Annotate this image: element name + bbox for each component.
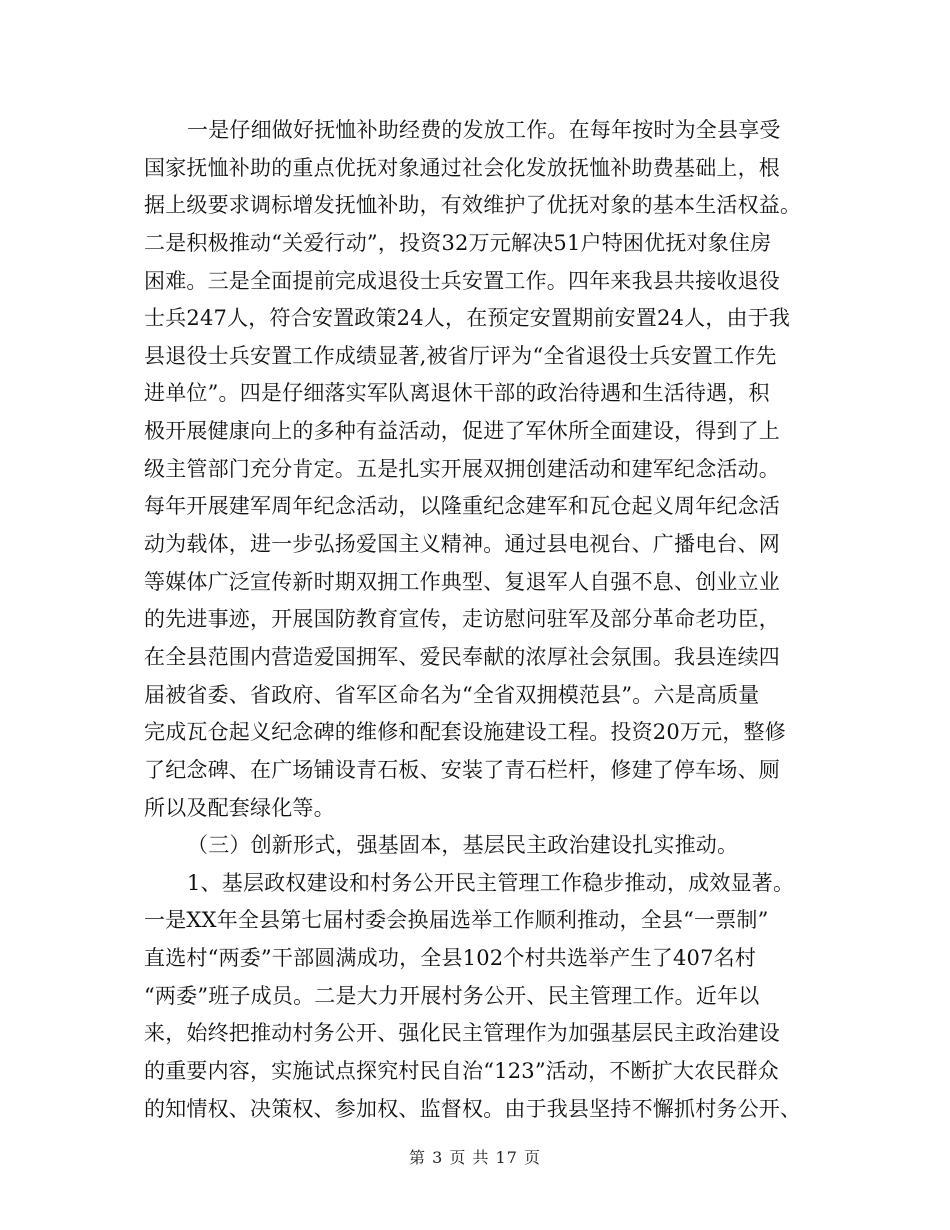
text-line: 完成瓦仓起义纪念碑的维修和配套设施建设工程。投资20万元，整修 bbox=[144, 720, 786, 745]
text-line: 等媒体广泛宣传新时期双拥工作典型、复退军人自强不息、创业立业 bbox=[144, 569, 780, 594]
text-line: 县退役士兵安置工作成绩显著,被省厅评为“全省退役士兵安置工作先 bbox=[144, 343, 777, 368]
text-line: 来，始终把推动村务公开、强化民主管理作为加强基层民主政治建设 bbox=[144, 1021, 780, 1046]
text-line: 二是积极推动“关爱行动”，投资32万元解决51户特困优抚对象住房 bbox=[144, 230, 772, 255]
text-line: 士兵247人，符合安置政策24人，在预定安置期前安置24人，由于我 bbox=[144, 306, 791, 331]
page-footer: 第 3 页 共 17 页 bbox=[409, 1148, 541, 1167]
text-line: 国家抚恤补助的重点优抚对象通过社会化发放抚恤补助费基础上，根 bbox=[144, 155, 780, 180]
text-line: 一是仔细做好抚恤补助经费的发放工作。在每年按时为全县享受 bbox=[187, 118, 781, 142]
text-line: 动为载体，进一步弘扬爱国主义精神。通过县电视台、广播电台、网 bbox=[144, 532, 780, 557]
text-line: 的知情权、决策权、参加权、监督权。由于我县坚持不懈抓村务公开、 bbox=[144, 1096, 802, 1121]
text-line: 的先进事迹，开展国防教育宣传，走访慰问驻军及部分革命老功臣， bbox=[144, 607, 780, 632]
text-line: “两委”班子成员。二是大力开展村务公开、民主管理工作。近年以 bbox=[144, 983, 760, 1008]
text-line: 进单位”。四是仔细落实军队离退休干部的政治待遇和生活待遇，积 bbox=[144, 381, 770, 406]
text-line: 的重要内容，实施试点探究村民自治“123”活动，不断扩大农民群众 bbox=[144, 1059, 779, 1084]
section-heading: （三）创新形式，强基固本，基层民主政治建设扎实推动。 bbox=[187, 833, 739, 858]
text-line: 级主管部门充分肯定。五是扎实开展双拥创建活动和建军纪念活动。 bbox=[144, 456, 780, 481]
text-line: 困难。三是全面提前完成退役士兵安置工作。四年来我县共接收退役 bbox=[144, 268, 780, 293]
text-line: 在全县范围内营造爱国拥军、爱民奉献的浓厚社会氛围。我县连续四 bbox=[144, 644, 780, 669]
text-line: 了纪念碑、在广场铺设青石板、安装了青石栏杆，修建了停车场、厕 bbox=[144, 757, 780, 782]
text-line: 届被省委、省政府、省军区命名为“全省双拥模范县”。六是高质量 bbox=[144, 682, 760, 707]
text-line: 据上级要求调标增发抚恤补助，有效维护了优抚对象的基本生活权益。 bbox=[144, 193, 802, 218]
subsection-heading: 1、基层政权建设和村务公开民主管理工作稳步推动，成效显著。 bbox=[187, 870, 795, 895]
body-text bbox=[144, 112, 814, 1128]
text-line: 直选村“两委”干部圆满成功，全县102个村共选举产生了407名村 bbox=[144, 946, 757, 971]
text-line: 所以及配套绿化等。 bbox=[144, 795, 335, 820]
text-line: 每年开展建军周年纪念活动，以隆重纪念建军和瓦仓起义周年纪念活 bbox=[144, 494, 780, 519]
text-line: 极开展健康向上的多种有益活动，促进了军休所全面建设，得到了上 bbox=[144, 419, 780, 444]
text-line: 一是XX年全县第七届村委会换届选举工作顺利推动，全县“一票制” bbox=[144, 908, 769, 933]
